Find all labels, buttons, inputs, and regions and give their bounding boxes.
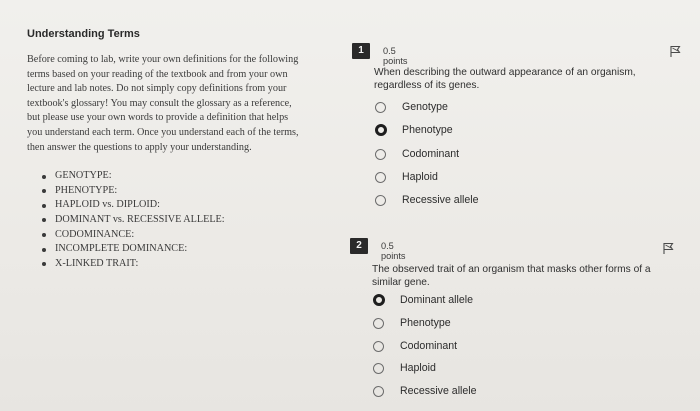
term-label: DOMINANT vs. RECESSIVE ALLELE: — [55, 213, 225, 225]
answer-option-haploid[interactable] — [373, 360, 436, 376]
bullet-icon — [42, 233, 46, 237]
radio-button[interactable] — [375, 195, 386, 206]
answer-label: Haploid — [400, 362, 436, 374]
question-number-badge: 1 — [352, 43, 370, 59]
term-item — [27, 169, 327, 184]
instructions-panel — [27, 28, 327, 271]
flag-icon[interactable] — [668, 44, 682, 58]
bullet-icon — [42, 262, 46, 266]
radio-button[interactable] — [373, 341, 384, 352]
question-text-line: When describing the outward appearance of an organism, — [374, 67, 636, 78]
question-points: 0.5 points — [383, 46, 408, 66]
answer-label: Codominant — [402, 148, 460, 160]
term-label: X-LINKED TRAIT: — [55, 257, 139, 269]
question-text-line: The observed trait of an organism that masks other forms of a — [372, 264, 651, 275]
question-text — [372, 263, 662, 289]
answer-option-haploid[interactable] — [375, 169, 438, 185]
instructions-paragraph — [27, 53, 327, 155]
term-label: PHENOTYPE: — [55, 184, 118, 196]
flag-icon[interactable] — [661, 241, 675, 255]
instructions-line: textbook's glossary! You may consult the glossary as a reference, — [27, 97, 292, 109]
term-item — [27, 228, 327, 243]
answer-option-codominant[interactable] — [373, 338, 457, 354]
radio-button[interactable] — [375, 149, 386, 160]
instructions-line: terms based on your reading of the textbook and from your own — [27, 68, 288, 80]
instructions-line: Before coming to lab, write your own definitions for the following — [27, 54, 299, 65]
answer-label: Recessive allele — [400, 385, 477, 397]
term-item — [27, 213, 327, 228]
question-points: 0.5 points — [381, 241, 406, 261]
terms-list — [27, 169, 327, 271]
bullet-icon — [42, 189, 46, 193]
bullet-icon — [42, 204, 46, 208]
answer-option-recessive-allele[interactable] — [375, 192, 479, 208]
answer-option-phenotype[interactable] — [375, 122, 453, 138]
bullet-icon — [42, 218, 46, 222]
answer-label: Haploid — [402, 171, 438, 183]
radio-button[interactable] — [373, 318, 384, 329]
answer-option-recessive-allele[interactable] — [373, 383, 477, 399]
question-text-line: regardless of its genes. — [374, 80, 480, 91]
radio-button[interactable] — [375, 102, 386, 113]
answer-option-phenotype[interactable] — [373, 315, 451, 331]
radio-button[interactable] — [373, 386, 384, 397]
term-item — [27, 198, 327, 213]
question-text — [374, 66, 664, 92]
term-label: CODOMINANCE: — [55, 228, 135, 240]
answer-label: Genotype — [402, 101, 448, 113]
answer-option-codominant[interactable] — [375, 146, 459, 162]
instructions-line: you understand each term. Once you understand each of the terms, — [27, 126, 299, 138]
question-text-line: similar gene. — [372, 277, 430, 288]
instructions-title: Understanding Terms — [27, 28, 140, 40]
radio-button-selected[interactable] — [375, 124, 387, 136]
term-item — [27, 257, 327, 272]
bullet-icon — [42, 175, 46, 179]
answer-label: Dominant allele — [400, 294, 474, 306]
answer-label: Codominant — [400, 340, 458, 352]
answer-option-genotype[interactable] — [375, 99, 448, 115]
radio-button[interactable] — [375, 172, 386, 183]
term-label: INCOMPLETE DOMINANCE: — [55, 243, 188, 255]
answer-label: Phenotype — [400, 317, 451, 329]
radio-button[interactable] — [373, 363, 384, 374]
answer-label: Recessive allele — [402, 194, 479, 206]
radio-button-selected[interactable] — [373, 294, 385, 306]
term-item — [27, 242, 327, 257]
question-number-badge: 2 — [350, 238, 368, 254]
term-label: GENOTYPE: — [55, 170, 112, 182]
answer-option-dominant-allele[interactable] — [373, 292, 473, 308]
instructions-line: but please use your own words to provide a definition that helps — [27, 112, 289, 124]
instructions-line: then answer the questions to apply your understanding. — [27, 141, 252, 153]
term-item — [27, 184, 327, 199]
instructions-line: lecture and lab notes. Do not simply copy definitions from your — [27, 83, 287, 95]
answer-label: Phenotype — [402, 124, 453, 136]
bullet-icon — [42, 248, 46, 252]
term-label: HAPLOID vs. DIPLOID: — [55, 199, 160, 211]
